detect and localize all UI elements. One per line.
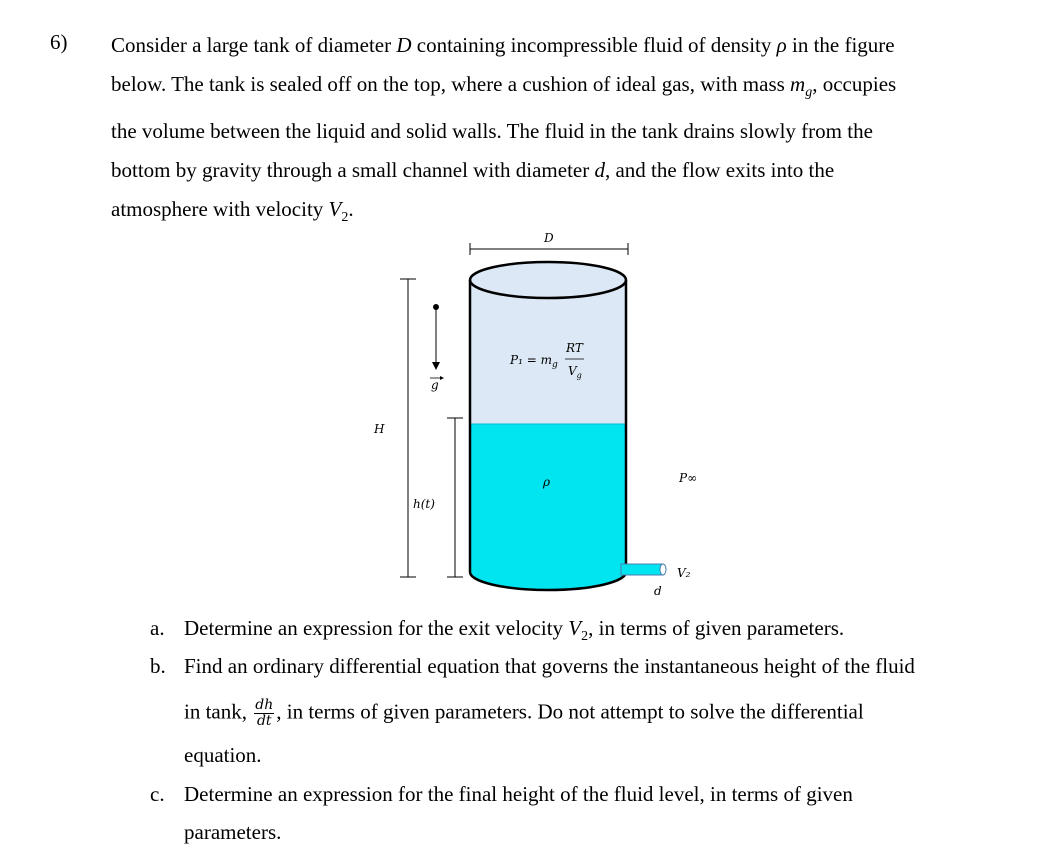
label-rho: ρ <box>543 475 551 489</box>
label-D: D <box>544 231 554 245</box>
label-d: d <box>654 584 662 598</box>
svg-text:RT: RT <box>566 341 583 355</box>
part-b <box>150 654 166 679</box>
part-b-line-1: Find an ordinary differential equation that governs the instantaneous height of the fluid <box>184 654 915 678</box>
label-V2: V₂ <box>677 566 691 580</box>
label-Pinf: P∞ <box>679 471 698 485</box>
part-c-line-2: parameters. <box>184 820 282 844</box>
label-h: h(t) <box>413 497 435 511</box>
tank-top <box>470 262 626 298</box>
part-c-label: c. <box>150 782 165 806</box>
part-a <box>150 616 165 641</box>
part-a-text: Determine an expression for the exit velocity $V_2$, in terms of given parameters. <box>184 616 845 644</box>
part-c-line-1: Determine an expression for the final height of the fluid level, in terms of given <box>184 782 853 806</box>
height-H-dimension <box>373 279 416 577</box>
svg-text:P₁ = mg: $P_1 = m_g$ <box>510 353 558 370</box>
svg-text:Vg: $V_g$ <box>568 364 582 380</box>
diameter-dimension <box>470 231 628 255</box>
part-b-label: b. <box>150 654 166 678</box>
intro-line-3: the volume between the liquid and solid walls. The fluid in the tank drains slowly from the <box>111 119 873 143</box>
problem-number: 6) <box>50 30 68 54</box>
part-c <box>150 782 165 807</box>
outlet-pipe <box>621 564 666 575</box>
part-b-line-2: in tank, $\frac{dh}{dt}$ , in terms of given parameters. Do not attempt to solve the differential <box>184 697 864 729</box>
part-b-line-3: equation. <box>184 743 262 767</box>
dh-dt-fraction: $\frac{dh}{dt}$ <box>255 697 274 729</box>
intro-line-1: Consider a large tank of diameter D containing incompressible fluid of density ρ in the figure <box>111 33 895 57</box>
liquid-region <box>470 424 626 590</box>
intro-line-5: atmosphere with velocity $V_2$. <box>111 197 354 225</box>
label-g: g <box>431 378 439 392</box>
label-H: H <box>374 422 385 436</box>
gravity-arrow <box>430 304 444 392</box>
gas-region <box>470 280 626 424</box>
intro-line-4: bottom by gravity through a small channel with diameter d, and the flow exits into the <box>111 158 835 182</box>
height-h-dimension <box>413 418 463 577</box>
part-a-label: a. <box>150 616 165 640</box>
intro-line-2: below. The tank is sealed off on the top, where a cushion of ideal gas, with mass $m_g$, occupies <box>111 72 897 100</box>
